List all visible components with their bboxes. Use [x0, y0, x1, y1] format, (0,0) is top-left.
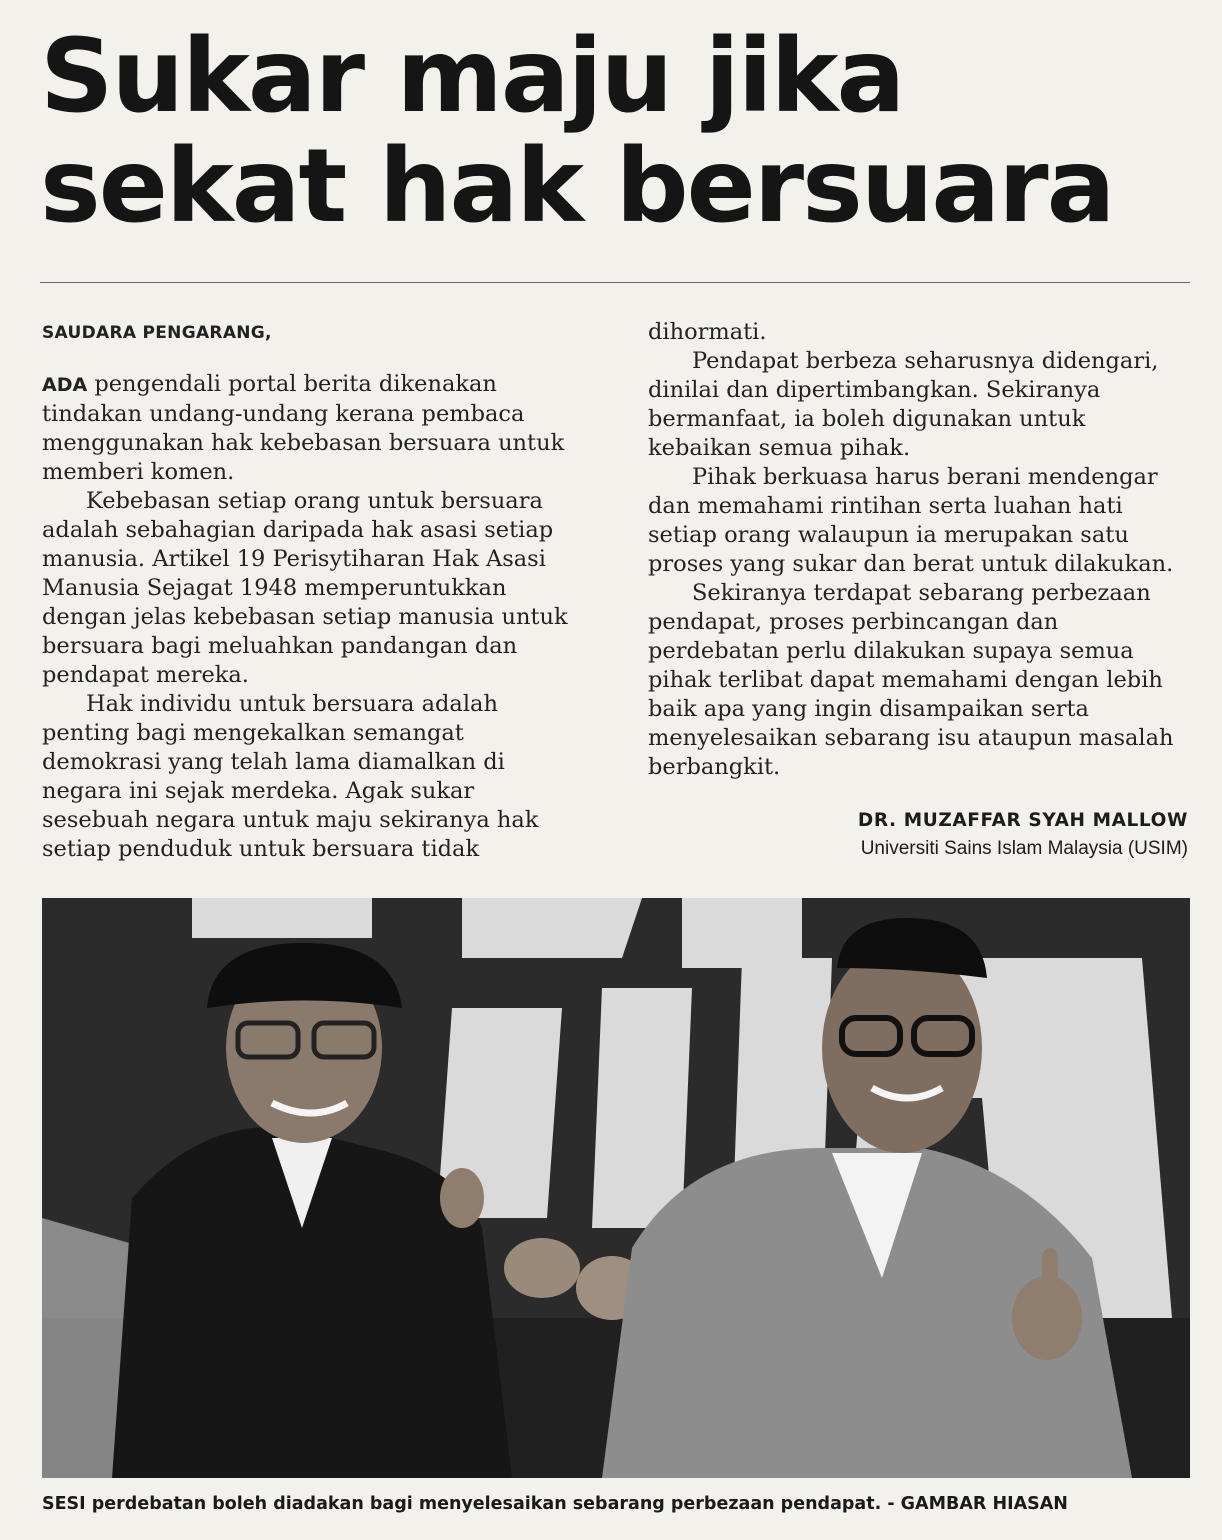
headline-divider — [40, 282, 1190, 283]
paragraph-1-text: pengendali portal berita dikenakan tindakan undang-undang kerana pembaca menggunakan hak kebebasan bersuara untuk memberi komen. — [42, 371, 565, 485]
lead-word: ADA — [42, 374, 88, 396]
paragraph-3: Hak individu untuk bersuara adalah penting bagi mengekalkan semangat demokrasi yang telah lama diamalkan di negara ini sejak merdeka. Agak sukar sesebuah negara untuk maju sekiranya hak setiap penduduk untuk bersuara tidak — [42, 691, 539, 862]
photo-caption: SESI perdebatan boleh diadakan bagi menyelesaikan sebarang perbezaan pendapat. - GAMBAR HIASAN — [42, 1494, 1068, 1514]
paragraph-1 — [42, 370, 582, 487]
paragraph-2: Kebebasan setiap orang untuk bersuara adalah sebahagian daripada hak asasi setiap manusia. Artikel 19 Perisytiharan Hak Asasi Manusia Sejagat 1948 memperuntukkan dengan jelas kebebasan setiap manusia untuk bersuara bagi meluahkan pandangan dan pendapat mereka. — [42, 488, 568, 688]
photo-illustration — [42, 898, 1190, 1478]
headline — [40, 17, 1190, 246]
author-name: DR. MUZAFFAR SYAH MALLOW — [857, 810, 1188, 831]
paragraph-6: Pihak berkuasa harus berani mendengar dan memahami rintihan serta luahan hati setiap orang walaupun ia merupakan satu proses yang sukar dan berat untuk dilakukan. — [648, 464, 1174, 577]
paragraph-4: dihormati. — [648, 319, 767, 345]
article-column-right — [648, 318, 1190, 782]
author-affiliation: Universiti Sains Islam Malaysia (USIM) — [860, 838, 1188, 859]
article-column-left — [42, 318, 582, 864]
headline-line-1: Sukar maju jika — [40, 17, 904, 136]
news-photo — [42, 898, 1190, 1478]
headline-line-2: sekat hak bersuara — [40, 127, 1114, 246]
paragraph-5: Pendapat berbeza seharusnya didengari, dinilai dan dipertimbangkan. Sekiranya bermanfaat, ia boleh digunakan untuk kebaikan semua pihak. — [648, 348, 1159, 461]
author-signature — [858, 808, 1188, 864]
paragraph-7: Sekiranya terdapat sebarang perbezaan pendapat, proses perbincangan dan perdebatan perlu dilakukan supaya semua pihak terlibat dapat memahami dengan lebih baik apa yang ingin disampaikan serta menyelesaikan sebarang isu ataupun masalah berbangkit. — [648, 580, 1174, 780]
salutation: SAUDARA PENGARANG, — [42, 323, 272, 343]
